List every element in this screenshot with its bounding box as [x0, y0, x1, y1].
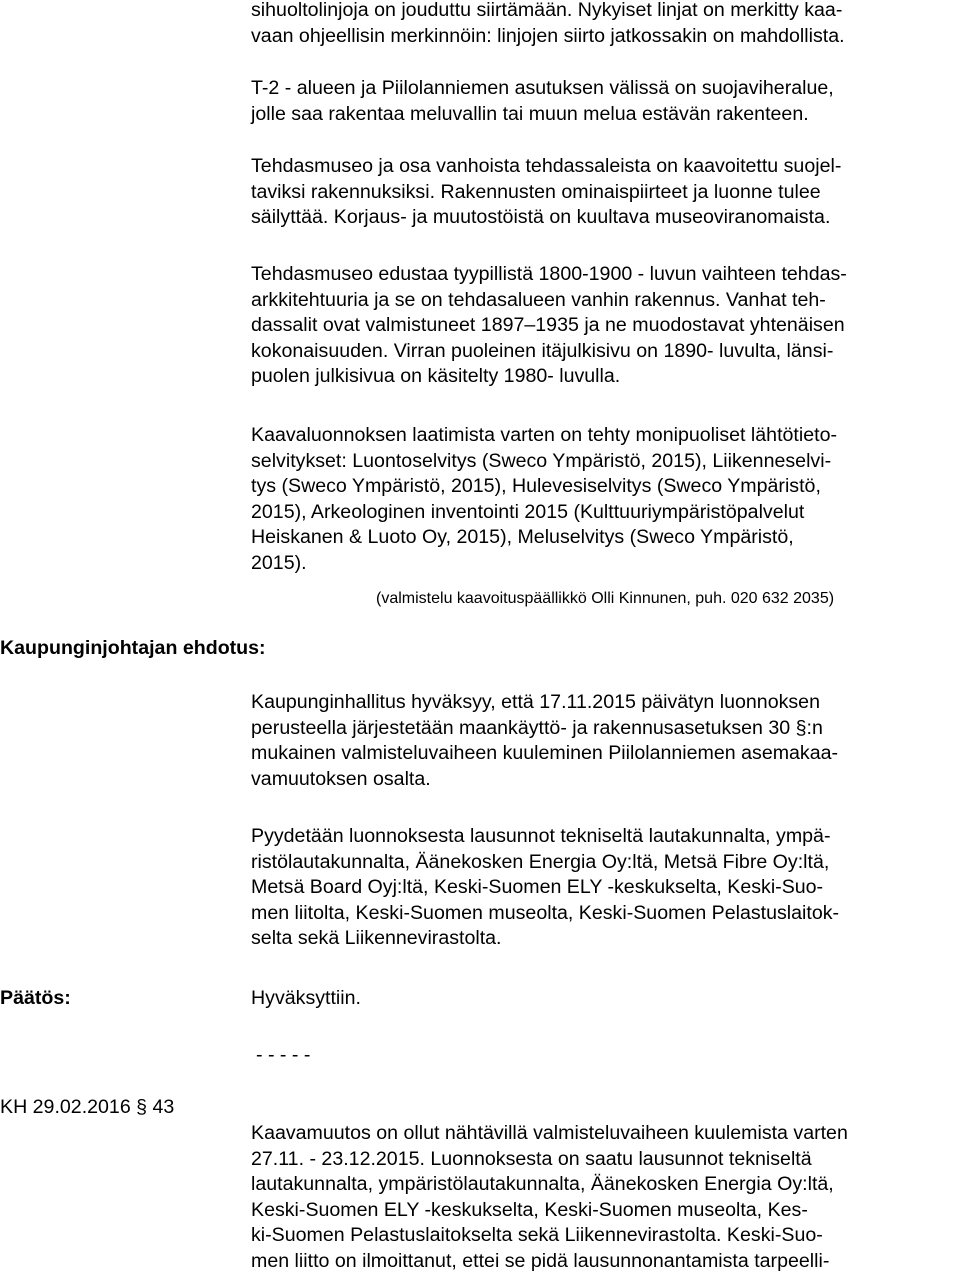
text-line: Kaupunginhallitus hyväksyy, että 17.11.2015 päivätyn luonnoksen	[251, 691, 820, 713]
text-line: 2015).	[251, 551, 307, 574]
decision-text: Hyväksyttiin.	[251, 987, 361, 1009]
section-separator: - - - - -	[256, 1044, 311, 1066]
text-line: vamuutoksen osalta.	[251, 767, 431, 790]
text-line: Keski-Suomen ELY -keskukselta, Keski-Suomen museolta, Kes-	[251, 1198, 808, 1221]
text-line: arkkitehtuuria ja se on tehdasalueen vanhin rakennus. Vanhat teh-	[251, 288, 826, 311]
text-line: Heiskanen & Luoto Oy, 2015), Meluselvitys (Sweco Ympäristö,	[251, 526, 794, 548]
text-line: taviksi rakennuksiksi. Rakennusten ominaispiirteet ja luonne tulee	[251, 180, 821, 203]
text-line: Metsä Board Oyj:ltä, Keski-Suomen ELY -keskukselta, Keski-Suo-	[251, 876, 824, 898]
text-line: men liitto on ilmoittanut, ettei se pidä lausunnonantamista tarpeelli-	[251, 1249, 830, 1272]
text-line: kokonaisuuden. Virran puoleinen itäjulkisivu on 1890- luvulta, länsi-	[251, 339, 834, 362]
text-line: ristölautakunnalta, Äänekosken Energia Oy:ltä, Metsä Fibre Oy:ltä,	[251, 850, 830, 873]
text-line: puolen julkisivua on käsitelty 1980- luvulla.	[251, 365, 621, 387]
text-line: sihuoltolinjoja on jouduttu siirtämään. Nykyiset linjat on merkitty kaa-	[251, 0, 843, 21]
paragraph-protective-green-area	[251, 76, 956, 127]
text-line: men liitolta, Keski-Suomen museolta, Keski-Suomen Pelastuslaitok-	[251, 901, 840, 924]
text-line: selvitykset: Luontoselvitys (Sweco Ympäristö, 2015), Liikenneselvi-	[251, 449, 832, 472]
text-line: Kaavaluonnoksen laatimista varten on tehty monipuoliset lähtötieto-	[251, 424, 837, 446]
text-line: selta sekä Liikennevirastolta.	[251, 927, 502, 949]
decision-text-block	[251, 986, 956, 1012]
text-line: tys (Sweco Ympäristö, 2015), Hulevesiselvitys (Sweco Ympäristö,	[251, 475, 821, 497]
decision-label: Päätös:	[0, 987, 71, 1009]
text-line: ki-Suomen Pelastuslaitokselta sekä Liikennevirastolta. Keski-Suo-	[251, 1224, 823, 1246]
text-line: vaan ohjeellisin merkinnöin: linjojen siirto jatkossakin on mahdollista.	[251, 24, 845, 47]
text-line: Tehdasmuseo edustaa tyypillistä 1800-1900 - luvun vaihteen tehdas-	[251, 263, 847, 285]
kh-entry-label: KH 29.02.2016 § 43	[0, 1096, 175, 1118]
paragraph-factory-museum	[251, 262, 956, 390]
text-line: T-2 - alueen ja Piilolanniemen asutuksen välissä on suojaviheralue,	[251, 77, 834, 99]
text-line: lautakunnalta, ympäristölautakunnalta, Äänekosken Energia Oy:ltä,	[251, 1173, 834, 1195]
text-line: mukainen valmisteluvaiheen kuuleminen Piilolanniemen asemakaa-	[251, 742, 839, 764]
paragraph-proposal-statements	[251, 824, 956, 952]
preparer-note: (valmistelu kaavoituspäällikkö Olli Kinnunen, puh. 020 632 2035)	[376, 590, 835, 607]
text-line: jolle saa rakentaa meluvallin tai muun melua estävän rakenteen.	[251, 102, 809, 125]
text-line: Tehdasmuseo ja osa vanhoista tehdassaleista on kaavoitettu suojel-	[251, 155, 842, 177]
paragraph-background-surveys	[251, 423, 956, 576]
paragraph-kh-entry	[251, 1121, 956, 1274]
paragraph-protected-buildings	[251, 154, 956, 231]
text-line: Kaavamuutos on ollut nähtävillä valmisteluvaiheen kuulemista varten	[251, 1122, 848, 1144]
text-line: dassalit ovat valmistuneet 1897–1935 ja ne muodostavat yhtenäisen	[251, 314, 845, 336]
text-line: 2015), Arkeologinen inventointi 2015 (Kulttuuriympäristöpalvelut	[251, 500, 805, 523]
mayor-proposal-label: Kaupunginjohtajan ehdotus:	[0, 637, 266, 659]
paragraph-proposal-hearing	[251, 690, 956, 792]
text-line: Pyydetään luonnoksesta lausunnot tekniseltä lautakunnalta, ympä-	[251, 825, 831, 847]
text-line: 27.11. - 23.12.2015. Luonnoksesta on saatu lausunnot tekniseltä	[251, 1147, 812, 1170]
text-line: säilyttää. Korjaus- ja muutostöistä on kuultava museoviranomaista.	[251, 206, 831, 228]
paragraph-utility-lines	[251, 0, 956, 49]
text-line: perusteella järjestetään maankäyttö- ja rakennusasetuksen 30 §:n	[251, 716, 823, 739]
